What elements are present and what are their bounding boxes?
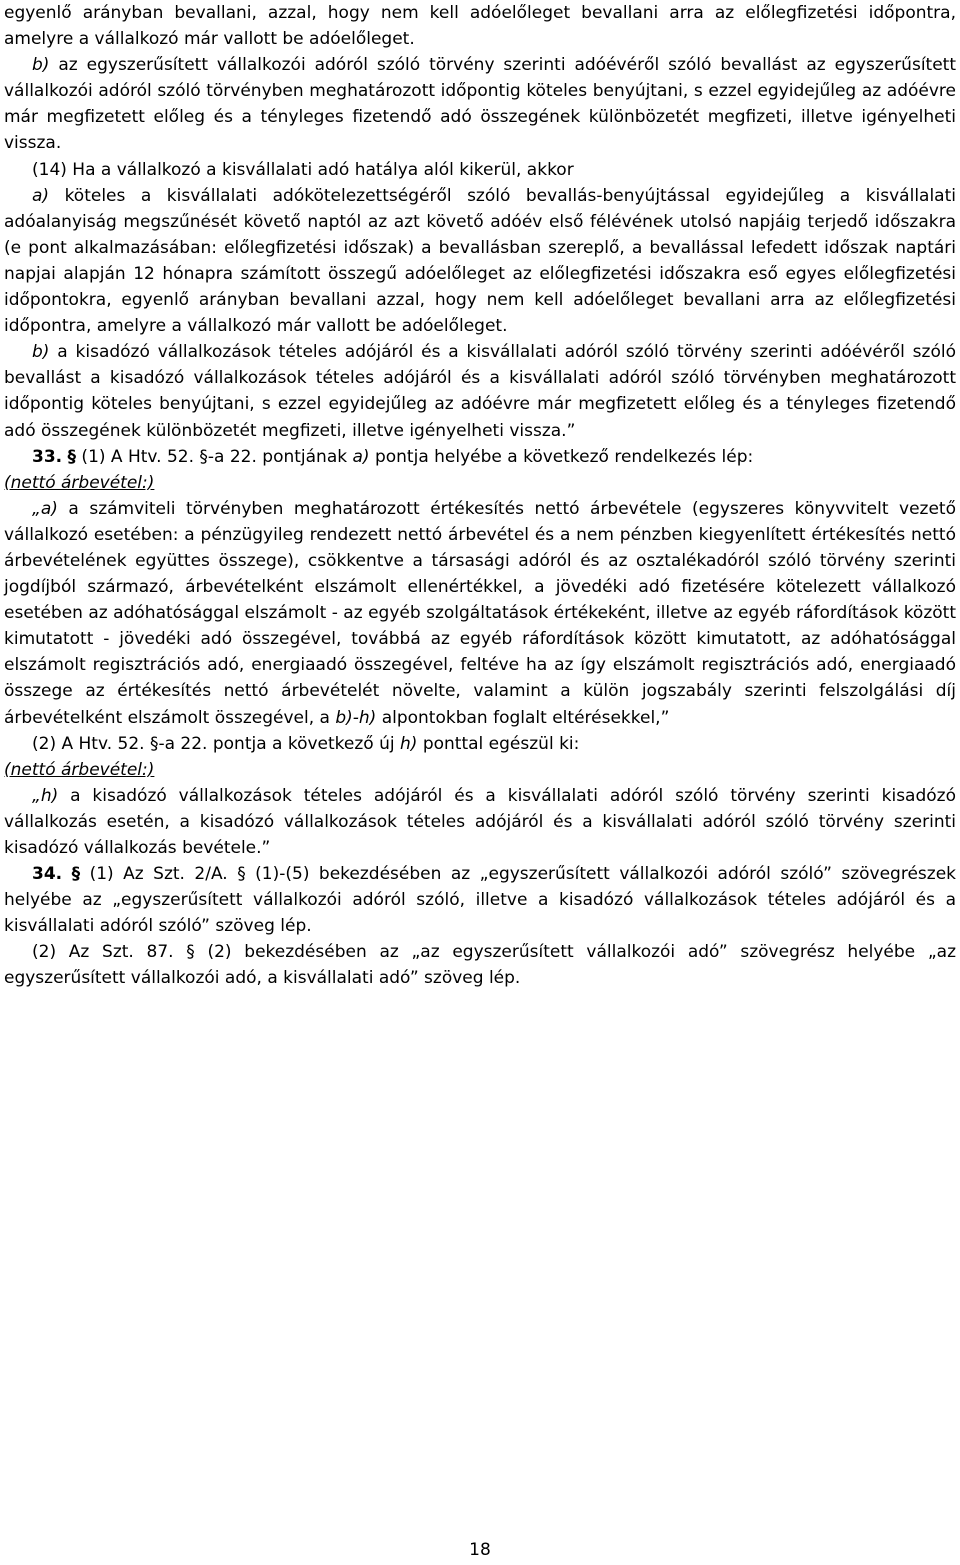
paragraph-text: (14) Ha a vállalkozó a kisvállalati adó hatálya alól kikerül, akkor [32, 159, 574, 180]
paragraph-text: (2) A Htv. 52. [32, 733, 150, 754]
section-symbol-inline: § [237, 864, 246, 885]
point-label: a) [40, 498, 58, 519]
section-italic: a) [352, 446, 370, 467]
paragraph-text: -a 22. pontja a következő új [158, 733, 401, 754]
section-number: 34. [32, 864, 63, 885]
paragraph-b-point [4, 52, 956, 156]
paragraph-a-netto [4, 496, 956, 731]
point-label: b) [32, 342, 50, 363]
paragraph-italic: h) [400, 733, 418, 754]
subheading-text: (nettó árbevétel:) [4, 472, 155, 493]
section-symbol-inline: § [149, 733, 159, 754]
subheading-netto-arbevetel [4, 470, 956, 496]
point-label: a) [32, 185, 50, 206]
point-label: b) [32, 55, 50, 76]
section-text: (1) Az Szt. 2/A. [80, 864, 238, 885]
open-quote: „ [32, 785, 41, 806]
section-symbol: § [67, 446, 77, 467]
section-text: -a 22. pontjának [207, 446, 353, 467]
section-33 [4, 444, 956, 470]
paragraph-2-szt [4, 939, 956, 991]
paragraph-b-point-2 [4, 339, 956, 443]
subheading-netto-arbevetel-2 [4, 757, 956, 783]
paragraph-2-htv [4, 731, 956, 757]
section-text: (1) A Htv. 52. [76, 446, 200, 467]
paragraph-text: köteles a kisvállalati adókötelezettségéről szóló bevallás-benyújtással egyidejűleg a kisvállalati adóalanyiság megszűnését követő naptól az azt követő adóév első félévének utolsó napjáig terjedő időszakra (e pont alkalmazásában: előlegfizetési időszak) a bevallásban szereplő, a bevallással lefedett időszak naptári napjai alapján 12 hónapra számított összegű adóelőleget az előlegfizetési időszakra eső egyes előlegfizetési időpontokra, egyenlő arányban bevallani azzal, hogy nem kell adóelőleget bevallani arra az előlegfizetési időpontra, amelyre a vállalkozó már vallott be adóelőleget. [4, 185, 956, 337]
paragraph-14 [4, 157, 956, 183]
paragraph-text: a kisadózó vállalkozások tételes adójáról és a kisvállalati adóról szóló törvény szerinti kisadózó vállalkozás esetén, a kisadózó vállalkozások tételes adójáról és a kisvállalati adóról szóló törvény szerinti kisadózó vállalkozás bevétele.” [4, 785, 956, 858]
section-34 [4, 861, 956, 939]
paragraph-text: alpontokban foglalt eltérésekkel,” [376, 707, 670, 728]
section-symbol: § [71, 864, 81, 885]
section-text: (1)-(5) bekezdésében az „egyszerűsített vállalkozói adóról szóló” szövegrészek helyébe az „egyszerűsített vállalkozói adóról szóló, illetve a kisadózó vállalkozások tételes adójáról és a kisvállalati adóról szóló” szöveg lép. [4, 864, 957, 937]
paragraph-text: a számviteli törvényben meghatározott értékesítés nettó árbevétele (egyszeres könyvvitelt vezető vállalkozó esetében: a pénzügyileg rendezett nettó árbevétel és a nem pénzben kiegyenlített értékesítés nettó árbevételének együttes összege), csökkentve a társasági adóról és az osztalékadóról szóló törvény szerinti jogdíjból származó, árbevételként elszámolt ellenértékkel, a jövedéki adó fizetésére kötelezett vállalkozó esetében az adóhatósággal elszámolt - az egyéb szolgáltatások értékeként, illetve az egyéb ráfordítások között kimutatott - jövedéki adó összegével, továbbá az egyéb ráfordítások között kimutatott, az adóhatósággal elszámolt regisztrációs adó, energiaadó összegével, feltéve ha az így elszámolt regisztrációs adó, energiaadó összege az értékesítés nettó árbevételét növelte, valamint a külön jogszabály szerinti felszolgálási díj árbevételként elszámolt összegével, a [4, 498, 956, 728]
paragraph-text: (2) bekezdésében az „az egyszerűsített vállalkozói adó” szövegrész helyébe „az egyszerűsített vállalkozói adó, a kisvállalati adó” szöveg lép. [4, 942, 956, 989]
page-number: 18 [469, 1540, 491, 1560]
section-text: pontja helyébe a következő rendelkezés lép: [369, 446, 754, 467]
subheading-text: (nettó árbevétel:) [4, 759, 155, 780]
paragraph-text: (2) Az Szt. 87. [32, 942, 187, 963]
paragraph-text: egyenlő arányban bevallani, azzal, hogy nem kell adóelőleget bevallani arra az előlegfizetési időpontra, amelyre a vállalkozó már vallott be adóelőleget. [4, 3, 956, 50]
section-symbol-inline: § [186, 942, 195, 963]
paragraph-text: az egyszerűsített vállalkozói adóról szóló törvény szerinti adóévéről szóló bevallást az egyszerűsített vállalkozói adóról szóló törvényben meghatározott időpontig köteles benyújtani, s ezzel egyidejűleg az adóévre már megfizetett előleg és a tényleges fizetendő adó összegének különbözetét megfizeti, illetve igényelheti vissza. [4, 55, 956, 154]
paragraph-text: ponttal egészül ki: [417, 733, 580, 754]
paragraph-a-point [4, 183, 956, 340]
paragraph-italic: b)-h) [335, 707, 377, 728]
paragraph-h-point [4, 783, 956, 861]
open-quote: „ [32, 498, 41, 519]
paragraph-continuation [4, 0, 956, 52]
section-symbol-inline: § [199, 446, 208, 467]
paragraph-text: a kisadózó vállalkozások tételes adójáról és a kisvállalati adóról szóló törvény szerinti adóévéről szóló bevallást a kisadózó vállalkozások tételes adójáról és a kisvállalati adóról szóló törvényben meghatározott időpontig köteles benyújtani, s ezzel egyidejűleg az adóévre már megfizetett előleg és a tényleges fizetendő adó összegének különbözetét megfizeti, illetve igényelheti vissza.” [4, 342, 956, 441]
document-page [4, 0, 956, 992]
section-number: 33. [32, 446, 63, 467]
point-label: h) [40, 785, 59, 806]
